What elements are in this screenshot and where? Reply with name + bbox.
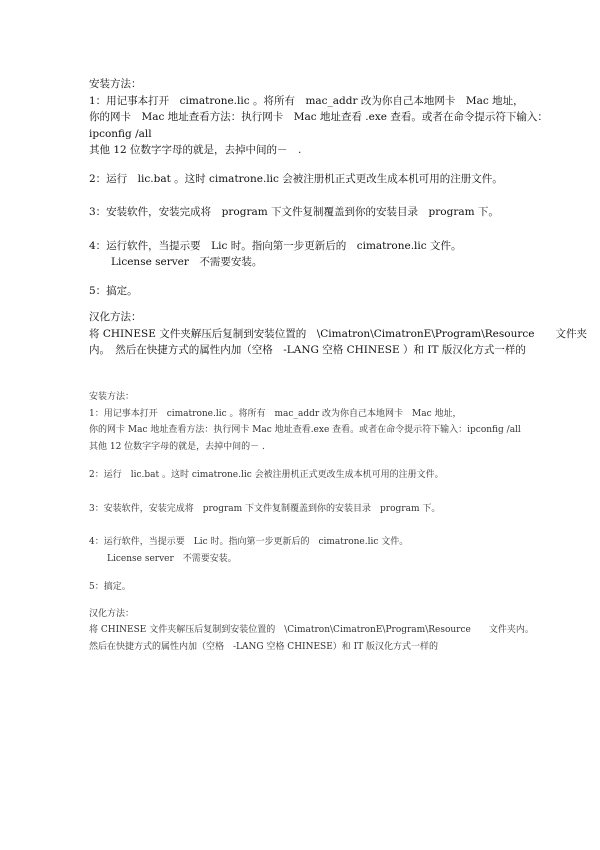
step-5: 5：搞定。	[89, 284, 138, 297]
section-title: 安装方法：	[89, 392, 135, 402]
step-3: 3：安装软件，安装完成将 program 下文件复制覆盖到你的安装目录 program 下。	[89, 206, 499, 218]
step-1-line-3: 其他 12 位数字字母的就是，去掉中间的－ .	[89, 441, 265, 452]
step-4-line-2: License server 不需要安装。	[111, 256, 263, 268]
step-1-line-2: 你的网卡 Mac 地址查看方法：执行网卡 Mac 地址查看 .exe 查看。或者在命令提示符下输入：	[89, 111, 548, 123]
localization-line-2: 然后在快捷方式的属性内加（空格 -LANG 空格 CHINESE）和 IT 版汉化方式一样的	[89, 641, 439, 652]
step-1-line-4: 其他 12 位数字字母的就是，去掉中间的－ .	[89, 144, 302, 156]
step-1-line-2: 你的网卡 Mac 地址查看方法：执行网卡 Mac 地址查看.exe 查看。或者在命令提示符下输入：ipconfig /all	[89, 425, 521, 435]
step-4-line-1: 4：运行软件，当提示要 Lic 时。指向第一步更新后的 cimatrone.lic 文件。	[89, 537, 409, 547]
step-1-line-3: ipconfig /all	[89, 127, 152, 140]
step-1-line-1: 1：用记事本打开 cimatrone.lic 。将所有 mac_addr 改为你自己本地网卡 Mac 地址，	[89, 408, 462, 419]
localization-line-2: 内。 然后在快捷方式的属性内加（空格 -LANG 空格 CHINESE ）和 IT 版汉化方式一样的	[89, 344, 526, 356]
step-1-line-1: 1：用记事本打开 cimatrone.lic 。将所有 mac_addr 改为你自己本地网卡 Mac 地址，	[89, 94, 524, 107]
localization-title: 汉化方法：	[89, 311, 142, 323]
step-4-line-2: License server 不需要安装。	[107, 553, 237, 564]
localization-line-1: 将 CHINESE 文件夹解压后复制到安装位置的 \Cimatron\CimatronE\Program\Resource 文件夹内。	[89, 625, 534, 635]
step-2: 2：运行 lic.bat 。这时 cimatrone.lic 会被注册机正式更改生成本机可用的注册文件。	[89, 172, 503, 185]
localization-line-1: 将 CHINESE 文件夹解压后复制到安装位置的 \Cimatron\CimatronE\Program\Resource 文件夹	[89, 327, 587, 340]
section-title: 安装方法：	[89, 78, 142, 90]
step-4-line-1: 4：运行软件，当提示要 Lic 时。指向第一步更新后的 cimatrone.lic 文件。	[89, 239, 462, 252]
step-3: 3：安装软件，安装完成将 program 下文件复制覆盖到你的安装目录 program 下。	[89, 503, 441, 514]
step-2: 2：运行 lic.bat 。这时 cimatrone.lic 会被注册机正式更改生成本机可用的注册文件。	[89, 470, 444, 480]
step-5: 5：搞定。	[89, 582, 131, 592]
install-instructions-primary	[89, 76, 587, 359]
install-instructions-secondary	[89, 389, 534, 655]
localization-title: 汉化方法：	[89, 608, 135, 619]
